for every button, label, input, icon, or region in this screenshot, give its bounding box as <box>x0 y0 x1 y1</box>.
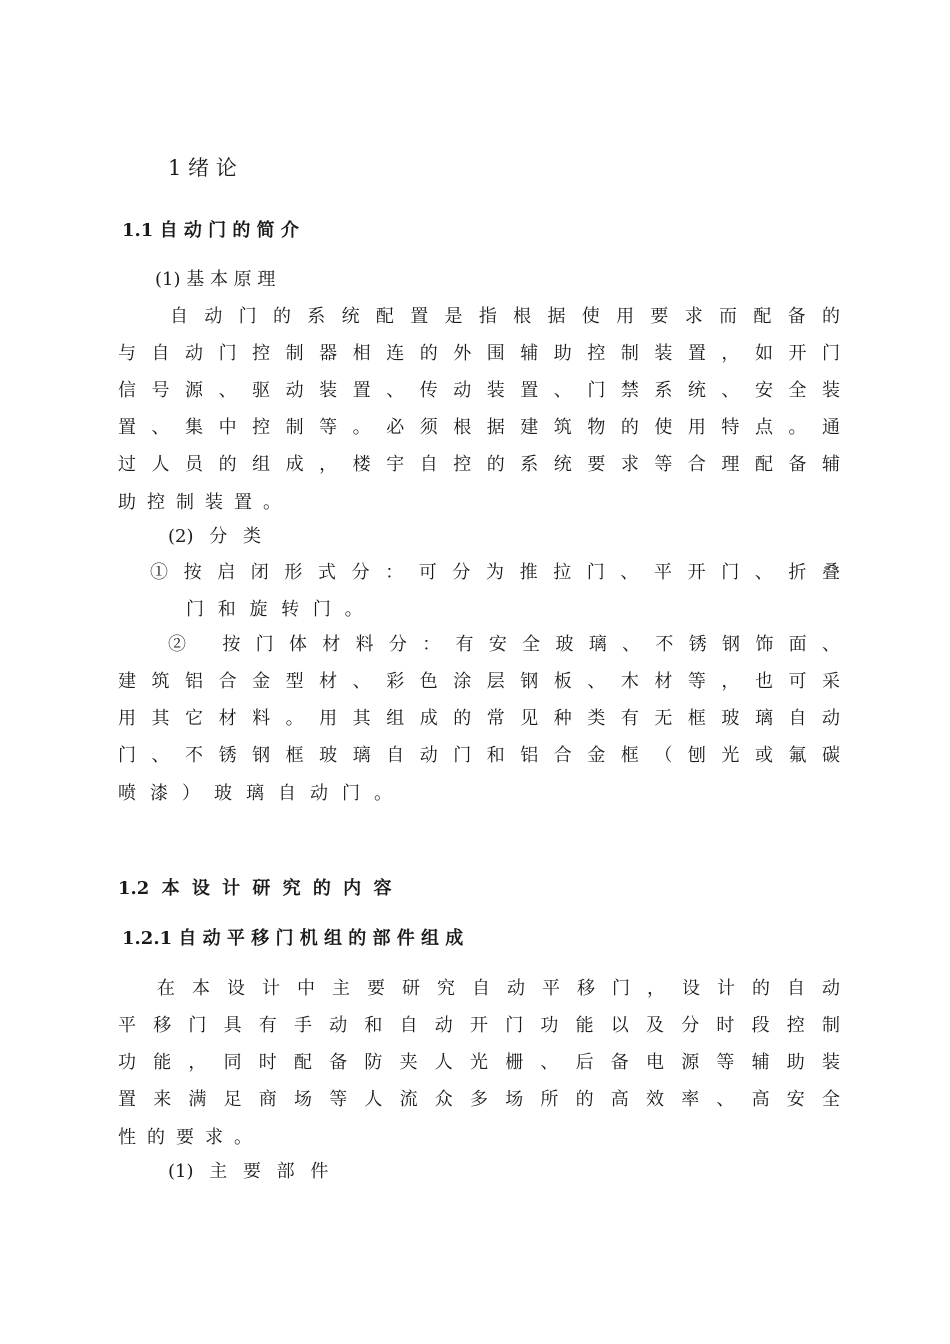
paragraph-line: 用其它材料。用其组成的常见种类有无框玻璃自动 <box>118 708 840 729</box>
subsection-label-basic-principle: (1) 基 本 原 理 <box>155 269 276 290</box>
paragraph-line: 置、集中控制等。必须根据建筑物的使用特点。通 <box>118 417 840 438</box>
paragraph-line: 助控制装置。 <box>118 492 292 513</box>
paragraph-line: 自动门的系统配置是指根据使用要求而配备的 <box>170 306 840 327</box>
paragraph-line: 与自动门控制器相连的外围辅助控制装置，如开门 <box>118 343 840 364</box>
paragraph-line: 在本设计中主要研究自动平移门，设计的自动 <box>157 978 840 999</box>
paragraph-line: 平移门具有手动和自动开门功能以及分时段控制 <box>118 1015 840 1036</box>
paragraph-line: 性的要求。 <box>118 1127 263 1148</box>
list-item-line: ② 按门体材料分：有安全玻璃、不锈钢饰面、 <box>168 634 840 655</box>
list-item-line: ①按启闭形式分：可分为推拉门、平开门、折叠 <box>150 562 840 583</box>
paragraph-line: 置来满足商场等人流众多场所的高效率、高安全 <box>118 1089 840 1110</box>
subsection-label-main-parts: (1) 主 要 部 件 <box>168 1161 329 1182</box>
subsection-heading-1-2-1: 1.2.1 自 动 平 移 门 机 组 的 部 件 组 成 <box>122 928 464 949</box>
paragraph-line: 功能，同时配备防夹人光栅、后备电源等辅助装 <box>118 1052 840 1073</box>
subsection-label-classification: (2) 分 类 <box>168 526 261 547</box>
paragraph-line: 建筑铝合金型材、彩色涂层钢板、木材等，也可采 <box>118 671 840 692</box>
chapter-title: 1 绪 论 <box>168 156 237 180</box>
list-item-line: 门 和 旋 转 门 。 <box>186 599 363 620</box>
paragraph-line: 信号源、驱动装置、传动装置、门禁系统、安全装 <box>118 380 840 401</box>
section-heading-1-2: 1.2 本 设 计 研 究 的 内 容 <box>118 878 392 899</box>
paragraph-line: 过人员的组成，楼宇自控的系统要求等合理配备辅 <box>118 454 840 475</box>
paragraph-line: 喷漆）玻璃自动门。 <box>118 783 406 804</box>
section-heading-1-1: 1.1 自 动 门 的 简 介 <box>122 220 299 241</box>
paragraph-line: 门、不锈钢框玻璃自动门和铝合金框（刨光或氟碳 <box>118 745 840 766</box>
